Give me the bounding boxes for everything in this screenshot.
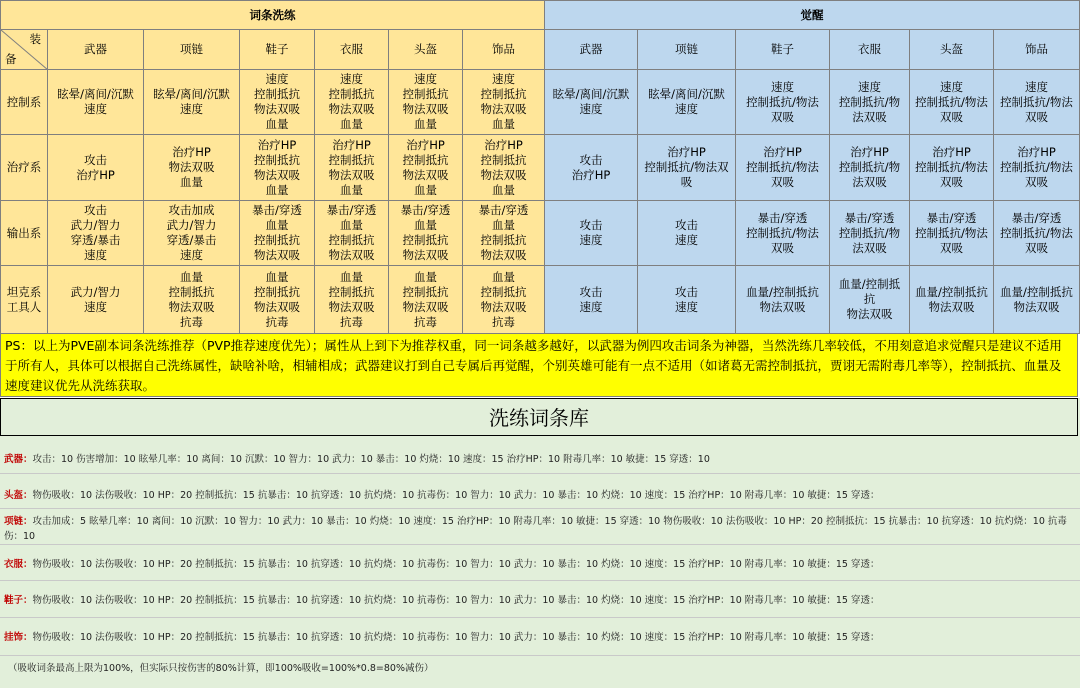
table-row bbox=[1, 201, 1080, 266]
corner-top-label: 装 bbox=[29, 32, 41, 46]
column-header: 鞋子 bbox=[736, 30, 830, 70]
column-header: 鞋子 bbox=[240, 30, 315, 70]
awaken-cell: 血量/控制抵抗 物法双吸 bbox=[910, 266, 994, 334]
library-row bbox=[0, 581, 1080, 618]
column-header: 衣服 bbox=[830, 30, 910, 70]
refine-cell: 血量 控制抵抗 物法双吸 抗毒 bbox=[144, 266, 240, 334]
table-row bbox=[1, 266, 1080, 334]
ps-note: PS：以上为PVE副本词条洗练推荐（PVP推荐速度优先）；属性从上到下为推荐权重，同一词条越多越好，以武器为例四攻击词条为神器，当然洗练几率较低，不用刻意追求觉醒只是建议不适用于所有人，具体可以根据自己洗练属性，缺啥补啥，相辅相成；武器建议打到自己专属后再觉醒，个别英雄可能有一点不适用（如诸葛无需控制抵抗，贾诩无需附毒几率等），控制抵抗、血量及速度建议优先从洗练获取。 bbox=[0, 333, 1078, 397]
refine-cell: 治疗HP 控制抵抗 物法双吸 血量 bbox=[240, 135, 315, 201]
affix-list: 物伤吸收：10 法伤吸收：10 HP：20 控制抵抗：15 抗暴击：10 抗穿透：10 抗灼烧：10 抗毒伤：10 智力：10 武力：10 暴击：10 灼烧：10 速度：15 治疗HP：10 附毒几率：10 敏捷：15 穿透： bbox=[32, 632, 880, 643]
row-label: 治疗系 bbox=[1, 135, 48, 201]
refine-cell: 暴击/穿透 血量 控制抵抗 物法双吸 bbox=[463, 201, 545, 266]
library-row bbox=[0, 476, 1080, 509]
equipment-name: 武器： bbox=[4, 454, 33, 465]
refine-cell: 速度 控制抵抗 物法双吸 血量 bbox=[315, 70, 389, 135]
refine-cell: 血量 控制抵抗 物法双吸 抗毒 bbox=[463, 266, 545, 334]
refine-cell: 攻击 治疗HP bbox=[48, 135, 144, 201]
awaken-cell: 攻击 速度 bbox=[638, 201, 736, 266]
affix-list: 攻击：10 伤害增加：10 眩晕几率：10 离间：10 沉默：10 智力：10 武力：10 暴击：10 灼烧：10 速度：15 治疗HP：10 附毒几率：10 敏捷：15 穿透：10 bbox=[32, 454, 710, 465]
awaken-cell: 攻击 治疗HP bbox=[545, 135, 638, 201]
awaken-cell: 攻击 速度 bbox=[545, 201, 638, 266]
refine-cell: 眩晕/离间/沉默 速度 bbox=[48, 70, 144, 135]
table-row bbox=[1, 70, 1080, 135]
equipment-name: 鞋子： bbox=[4, 595, 33, 606]
column-header: 头盔 bbox=[910, 30, 994, 70]
refine-cell: 攻击加成 武力/智力 穿透/暴击 速度 bbox=[144, 201, 240, 266]
column-header: 武器 bbox=[545, 30, 638, 70]
library-title: 洗练词条库 bbox=[0, 398, 1078, 436]
equipment-name: 挂饰： bbox=[4, 632, 33, 643]
corner-cell bbox=[1, 30, 48, 70]
refine-cell: 治疗HP 控制抵抗 物法双吸 血量 bbox=[389, 135, 463, 201]
awaken-cell: 治疗HP 控制抵抗/物 法双吸 bbox=[830, 135, 910, 201]
column-header: 饰品 bbox=[994, 30, 1080, 70]
awaken-cell: 暴击/穿透 控制抵抗/物法 双吸 bbox=[994, 201, 1080, 266]
column-header: 衣服 bbox=[315, 30, 389, 70]
refine-library bbox=[0, 398, 1080, 688]
refine-cell: 暴击/穿透 血量 控制抵抗 物法双吸 bbox=[315, 201, 389, 266]
awaken-cell: 攻击 速度 bbox=[545, 266, 638, 334]
awaken-cell: 攻击 速度 bbox=[638, 266, 736, 334]
refine-cell: 暴击/穿透 血量 控制抵抗 物法双吸 bbox=[240, 201, 315, 266]
awaken-cell: 速度 控制抵抗/物 法双吸 bbox=[830, 70, 910, 135]
group-header-refine: 词条洗练 bbox=[1, 1, 545, 30]
awaken-cell: 暴击/穿透 控制抵抗/物法 双吸 bbox=[736, 201, 830, 266]
awaken-cell: 速度 控制抵抗/物法 双吸 bbox=[736, 70, 830, 135]
affix-list: 攻击加成：5 眩晕几率：10 离间：10 沉默：10 智力：10 武力：10 暴击：10 灼烧：10 速度：15 治疗HP：10 附毒几率：10 敏捷：15 穿透：10 物伤吸收：10 法伤吸收：10 HP：20 控制抵抗：15 抗暴击：10 抗穿透：10 抗灼烧：10 抗毒伤：10 bbox=[4, 516, 1067, 542]
awaken-cell: 眩晕/离间/沉默 速度 bbox=[638, 70, 736, 135]
refine-cell: 治疗HP 控制抵抗 物法双吸 血量 bbox=[463, 135, 545, 201]
refine-cell: 暴击/穿透 血量 控制抵抗 物法双吸 bbox=[389, 201, 463, 266]
awaken-cell: 血量/控制抵 抗 物法双吸 bbox=[830, 266, 910, 334]
awaken-cell: 血量/控制抵抗 物法双吸 bbox=[994, 266, 1080, 334]
awaken-cell: 暴击/穿透 控制抵抗/物法 双吸 bbox=[910, 201, 994, 266]
column-header: 武器 bbox=[48, 30, 144, 70]
refine-cell: 血量 控制抵抗 物法双吸 抗毒 bbox=[240, 266, 315, 334]
awaken-cell: 暴击/穿透 控制抵抗/物 法双吸 bbox=[830, 201, 910, 266]
refine-cell: 速度 控制抵抗 物法双吸 血量 bbox=[389, 70, 463, 135]
column-header: 饰品 bbox=[463, 30, 545, 70]
refine-cell: 速度 控制抵抗 物法双吸 血量 bbox=[463, 70, 545, 135]
library-row bbox=[0, 618, 1080, 656]
awaken-cell: 治疗HP 控制抵抗/物法 双吸 bbox=[994, 135, 1080, 201]
affix-list: 物伤吸收：10 法伤吸收：10 HP：20 控制抵抗：15 抗暴击：10 抗穿透：10 抗灼烧：10 抗毒伤：10 智力：10 武力：10 暴击：10 灼烧：10 速度：15 治疗HP：10 附毒几率：10 敏捷：15 穿透： bbox=[32, 490, 880, 501]
awaken-cell: 眩晕/离间/沉默 速度 bbox=[545, 70, 638, 135]
awaken-cell: 速度 控制抵抗/物法 双吸 bbox=[994, 70, 1080, 135]
row-label: 控制系 bbox=[1, 70, 48, 135]
column-header: 项链 bbox=[638, 30, 736, 70]
table-row bbox=[1, 135, 1080, 201]
library-note: （吸收词条最高上限为100%，但实际只按伤害的80%计算，即100%吸收=100%*0.8=80%减伤） bbox=[8, 663, 434, 674]
column-header: 项链 bbox=[144, 30, 240, 70]
awaken-cell: 治疗HP 控制抵抗/物法双 吸 bbox=[638, 135, 736, 201]
awaken-cell: 血量/控制抵抗 物法双吸 bbox=[736, 266, 830, 334]
affix-list: 物伤吸收：10 法伤吸收：10 HP：20 控制抵抗：15 抗暴击：10 抗穿透：10 抗灼烧：10 抗毒伤：10 智力：10 武力：10 暴击：10 灼烧：10 速度：15 治疗HP：10 附毒几率：10 敏捷：15 穿透： bbox=[32, 559, 880, 570]
library-row bbox=[0, 545, 1080, 581]
equipment-name: 头盔： bbox=[4, 490, 33, 501]
refine-cell: 血量 控制抵抗 物法双吸 抗毒 bbox=[315, 266, 389, 334]
awaken-cell: 治疗HP 控制抵抗/物法 双吸 bbox=[910, 135, 994, 201]
refine-cell: 治疗HP 物法双吸 血量 bbox=[144, 135, 240, 201]
refine-cell: 眩晕/离间/沉默 速度 bbox=[144, 70, 240, 135]
library-row bbox=[0, 509, 1080, 545]
equipment-name: 项链： bbox=[4, 516, 33, 527]
refine-cell: 攻击 武力/智力 穿透/暴击 速度 bbox=[48, 201, 144, 266]
awaken-cell: 治疗HP 控制抵抗/物法 双吸 bbox=[736, 135, 830, 201]
refine-cell: 速度 控制抵抗 物法双吸 血量 bbox=[240, 70, 315, 135]
awaken-cell: 速度 控制抵抗/物法 双吸 bbox=[910, 70, 994, 135]
refine-cell: 武力/智力 速度 bbox=[48, 266, 144, 334]
row-label: 坦克系 工具人 bbox=[1, 266, 48, 334]
recommendation-table bbox=[0, 0, 1080, 334]
corner-bottom-label: 备 bbox=[5, 52, 17, 66]
affix-list: 物伤吸收：10 法伤吸收：10 HP：20 控制抵抗：15 抗暴击：10 抗穿透：10 抗灼烧：10 抗毒伤：10 智力：10 武力：10 暴击：10 灼烧：10 速度：15 治疗HP：10 附毒几率：10 敏捷：15 穿透： bbox=[32, 595, 880, 606]
group-header-awaken: 觉醒 bbox=[545, 1, 1080, 30]
library-row bbox=[0, 440, 1080, 474]
row-label: 输出系 bbox=[1, 201, 48, 266]
equipment-name: 衣服： bbox=[4, 559, 33, 570]
refine-cell: 血量 控制抵抗 物法双吸 抗毒 bbox=[389, 266, 463, 334]
refine-cell: 治疗HP 控制抵抗 物法双吸 血量 bbox=[315, 135, 389, 201]
column-header: 头盔 bbox=[389, 30, 463, 70]
